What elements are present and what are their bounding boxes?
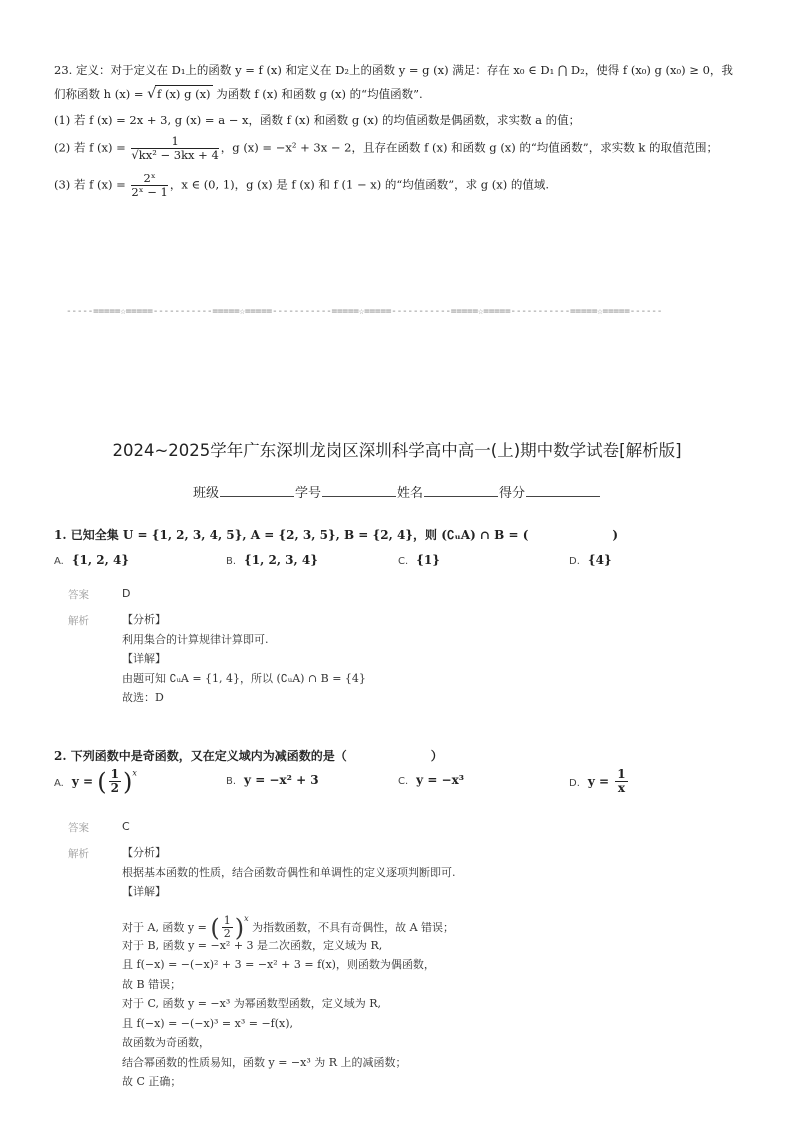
q2-answer-label: 答案 <box>68 822 89 834</box>
q2-analysis-fraction: $\frac{1}{2}$ <box>223 913 231 940</box>
class-blank <box>220 484 294 497</box>
q2-analysis-line: 故 C 正确； <box>122 1075 182 1088</box>
student-no-label: 学号 <box>294 486 321 501</box>
score-blank <box>526 484 600 497</box>
q23-definition-line2: 们称函数 h (x) = √f (x) g (x) 为函数 f (x) 和函数 g (x) 的“均值函数”. <box>54 85 423 102</box>
q2-analysis-line: 对于 C, 函数 y = −x³ 为幂函数型函数，定义域为 R, <box>122 997 382 1010</box>
question-23 <box>54 62 754 199</box>
q2-analysis-line: 根据基本函数的性质，结合函数奇偶性和单调性的定义逐项判断即可. <box>122 865 456 879</box>
q2-option-a-fraction: $\frac{1}{2}$ <box>110 767 119 796</box>
q2-option-d-fraction: $\frac{1}{x}$ <box>617 767 626 796</box>
name-label: 姓名 <box>397 486 424 501</box>
q2-answer-value: C <box>122 820 130 833</box>
q1-analysis-line: 【分析】 <box>122 613 166 626</box>
name-blank <box>424 484 498 497</box>
q1-analysis-line: 利用集合的计算规律计算即可. <box>122 632 269 646</box>
q2-analysis-line: 对于 B, 函数 y = −x² + 3 是二次函数，定义域为 R, <box>122 938 383 952</box>
q1-option-d: D. {4} <box>569 553 612 567</box>
q23-part3: (3) 若 f (x) = $\frac{\text{2ˣ}}{\text{2ˣ − 1}}$ ，x ∈ (0, 1)，g (x) 是 f (x) 和 f (1 − x) 的“均值函数”，求 g (x) 的值域. <box>54 171 550 199</box>
q2-analysis <box>122 843 742 1092</box>
q1-analysis-line: 【详解】 <box>122 652 166 665</box>
q1-stem: 1. 已知全集 U = {1, 2, 3, 4, 5}, A = {2, 3, 5}, B = {2, 4}，则 (∁ᵤA) ∩ B = ( ) <box>54 528 619 542</box>
q2-option-c: C. y = −x³ <box>398 773 465 787</box>
q1-analysis-label: 解析 <box>68 615 89 627</box>
class-label: 班级 <box>192 486 219 501</box>
student-no-blank <box>322 484 396 497</box>
q2-analysis-line: 结合幂函数的性质易知，函数 y = −x³ 为 R 上的减函数； <box>122 1055 407 1069</box>
q2-analysis-line: 【详解】 <box>122 885 166 898</box>
q23-part2-fraction: $\frac{1}{\text{√kx² − 3kx + 4}}$ <box>131 134 219 162</box>
q23-part3-fraction: $\frac{\text{2ˣ}}{\text{2ˣ − 1}}$ <box>131 171 168 199</box>
q2-analysis-label: 解析 <box>68 848 89 860</box>
student-info-row <box>0 482 794 501</box>
q2-option-b: B. y = −x² + 3 <box>226 773 319 787</box>
q1-option-c: C. {1} <box>398 553 440 567</box>
exam-title: 2024~2025学年广东深圳龙岗区深圳科学高中高一(上)期中数学试卷[解析版] <box>112 441 682 460</box>
q2-analysis-line: 且 f(−x) = −(−x)² + 3 = −x² + 3 = f(x)，则函数为偶函数， <box>122 958 435 971</box>
q2-stem: 2. 下列函数中是奇函数，又在定义域内为减函数的是（ ） <box>54 749 443 763</box>
q1-analysis <box>122 610 742 708</box>
q2-option-a: A. y = ( $\frac{1}{2}$ )$^x$ <box>54 767 137 796</box>
q2-analysis-line: 故 B 错误； <box>122 977 182 991</box>
q1-analysis-line: 由题可知 ∁ᵤA = {1, 4}，所以 (∁ᵤA) ∩ B = {4} <box>122 671 366 685</box>
q2-analysis-line: 且 f(−x) = −(−x)³ = x³ = −f(x), <box>122 1016 294 1030</box>
q2-option-d: D. y = $\frac{1}{x}$ <box>569 767 626 796</box>
q23-definition-line1: 23. 定义：对于定义在 D₁上的函数 y = f (x) 和定义在 D₂上的函数 y = g (x) 满足：存在 x₀ ∈ D₁ ⋂ D₂，使得 f (x₀) g (x₀) ≥ 0，我 <box>54 63 733 77</box>
q1-answer-value: D <box>122 587 131 600</box>
q2-analysis-line: 【分析】 <box>122 846 166 859</box>
page-separator: -----=====☆=====-----------=====☆=====-----------=====☆=====-----------=====☆=====-----------=====☆=====------ <box>66 306 663 317</box>
q23-part1: (1) 若 f (x) = 2x + 3, g (x) = a − x，函数 f (x) 和函数 g (x) 的均值函数是偶函数，求实数 a 的值； <box>54 112 581 127</box>
score-label: 得分 <box>499 486 526 501</box>
q1-option-b: B. {1, 2, 3, 4} <box>226 553 318 567</box>
q1-answer-label: 答案 <box>68 589 89 601</box>
q2-analysis-line: 故函数为奇函数， <box>122 1036 210 1049</box>
q23-part2: (2) 若 f (x) = $\frac{1}{\text{√kx² − 3kx + 4}}$ ，g (x) = −x² + 3x − 2，且存在函数 f (x) 和函数 g (x) 的“均值函数”，求实数 k 的取值范围； <box>54 134 718 162</box>
q1-option-a: A. {1, 2, 4} <box>54 553 130 567</box>
q2-analysis-line: 对于 A, 函数 y = ( $\frac{1}{2}$ )$^x$ 为指数函数，不具有奇偶性，故 A 错误； <box>122 913 455 942</box>
q1-analysis-line: 故选：D <box>122 691 164 704</box>
